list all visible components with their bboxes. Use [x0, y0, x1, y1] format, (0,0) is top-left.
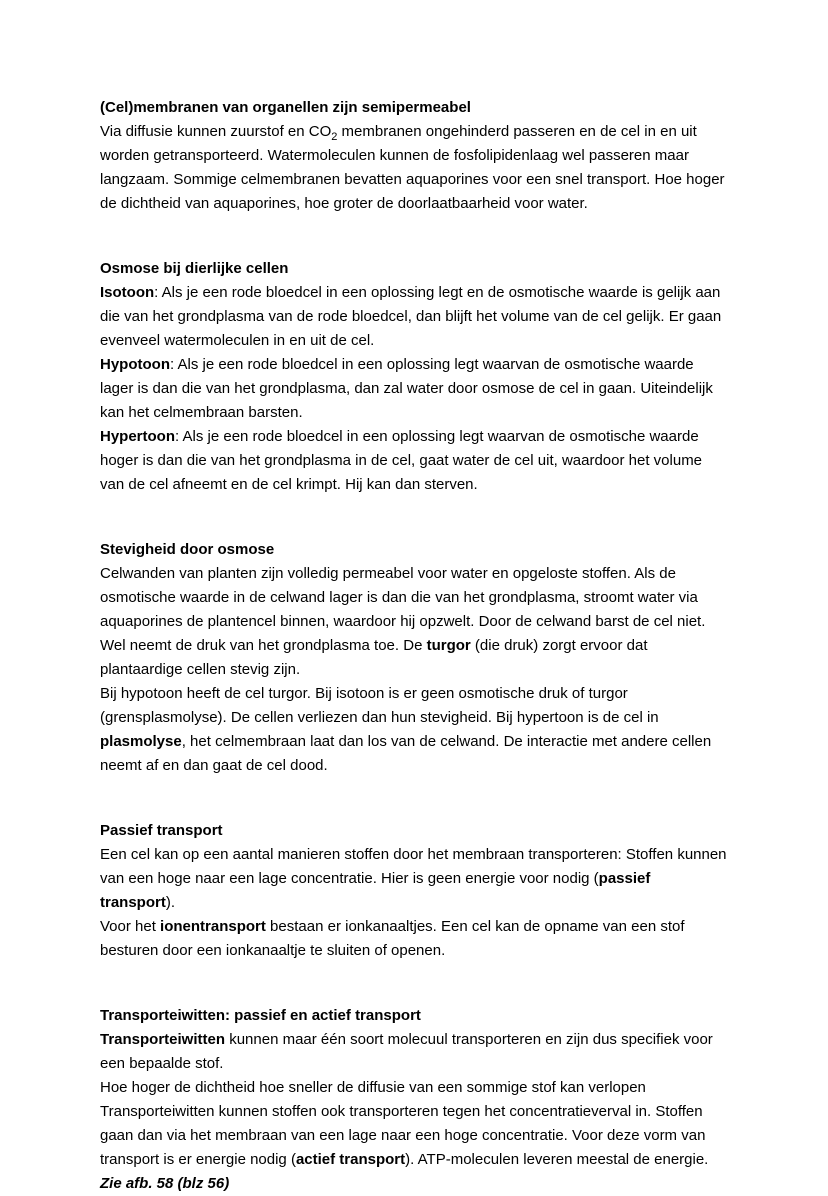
text-run: : Als je een rode bloedcel in een oplossing legt waarvan de osmotische waarde lager is dan die van het grondplasma, dan zal water door osmose de cel in gaan. Uiteindelijk kan het celmembraan barsten. [100, 356, 713, 421]
paragraph [100, 1100, 728, 1196]
text-run: (die druk) zorgt ervoor dat plantaardige cellen stevig zijn. [100, 637, 648, 678]
text-run: ). [165, 894, 176, 911]
text-run: Via diffusie kunnen zuurstof en CO [100, 123, 332, 140]
text-run: , het celmembraan laat dan los van de celwand. De interactie met andere cellen neemt af en dan gaat de cel dood. [100, 733, 712, 774]
paragraph [100, 1028, 728, 1076]
section-heading: (Cel)membranen van organellen zijn semipermeabel [100, 99, 471, 116]
text-run: : Als je een rode bloedcel in een oplossing legt en de osmotische waarde is gelijk aan die van het grondplasma van de rode bloedcel, dan blijft het volume van de cel gelijk. Er gaan evenveel watermoleculen in en uit de cel. [100, 284, 722, 349]
text-run: bestaan er ionkanaaltjes. Een cel kan de opname van een stof besturen door een ionkanaaltje te sluiten of openen. [100, 918, 685, 959]
document-section [100, 96, 728, 216]
paragraph [100, 562, 728, 682]
emphasized-text: ionentransport [160, 918, 266, 935]
emphasized-text: actief transport [295, 1151, 406, 1168]
paragraph [100, 915, 728, 963]
document-content [100, 96, 728, 1196]
paragraph [100, 281, 728, 353]
section-heading: Passief transport [100, 822, 223, 839]
emphasized-text: Hypertoon [100, 428, 175, 445]
paragraph [100, 1076, 728, 1100]
emphasized-text: Isotoon [100, 284, 155, 301]
emphasized-text: turgor [426, 637, 471, 654]
text-run: Bij hypotoon heeft de cel turgor. Bij isotoon is er geen osmotische druk of turgor (grensplasmolyse). De cellen verliezen dan hun stevigheid. Bij hypertoon is de cel in [100, 685, 659, 726]
text-run: ). ATP-moleculen leveren meestal de energie. [405, 1151, 709, 1168]
document-section [100, 819, 728, 963]
text-run: Een cel kan op een aantal manieren stoffen door het membraan transporteren: Stoffen kunnen van een hoge naar een lage concentratie. Hier is geen energie voor nodig ( [100, 846, 727, 887]
paragraph [100, 353, 728, 425]
paragraph [100, 425, 728, 497]
text-run: Voor het [100, 918, 161, 935]
emphasized-text: passief transport [100, 870, 651, 911]
text-run: Hoe hoger de dichtheid hoe sneller de diffusie van een sommige stof kan verlopen [100, 1079, 646, 1096]
emphasized-text: Zie afb. 58 (blz 56) [100, 1175, 230, 1192]
text-run: : Als je een rode bloedcel in een oplossing legt waarvan de osmotische waarde hoger is dan die van het grondplasma in de cel, gaat water de cel uit, waardoor het volume van de cel afneemt en de cel krimpt. Hij kan dan sterven. [100, 428, 703, 493]
paragraph [100, 843, 728, 915]
section-heading: Stevigheid door osmose [100, 541, 275, 558]
subscript-text: 2 [331, 131, 338, 143]
text-run: kunnen maar één soort molecuul transporteren en zijn dus specifiek voor een bepaalde stof. [100, 1031, 713, 1072]
emphasized-text: Hypotoon [100, 356, 170, 373]
paragraph [100, 682, 728, 778]
document-section [100, 257, 728, 497]
text-run: membranen ongehinderd passeren en de cel in en uit worden getransporteerd. Watermoleculen kunnen de fosfolipidenlaag wel passeren maar langzaam. Sommige celmembranen bevatten aquaporines voor een snel transport. Hoe hoger de dichtheid van aquaporines, hoe groter de doorlaatbaarheid voor water. [100, 123, 725, 212]
section-heading: Transporteiwitten: passief en actief transport [100, 1007, 421, 1024]
paragraph [100, 120, 728, 216]
emphasized-text: plasmolyse [100, 733, 182, 750]
emphasized-text: Transporteiwitten [100, 1031, 226, 1048]
document-section [100, 538, 728, 778]
text-run: Transporteiwitten kunnen stoffen ook transporteren tegen het concentratieverval in. Stoffen gaan dan via het membraan van een lage naar een hoge concentratie. Voor deze vorm van transport is er energie nodig ( [100, 1103, 706, 1168]
section-heading: Osmose bij dierlijke cellen [100, 260, 289, 277]
document-section [100, 1004, 728, 1196]
text-run: Celwanden van planten zijn volledig permeabel voor water en opgeloste stoffen. Als de osmotische waarde in de celwand lager is dan die van het grondplasma, stroomt water via aquaporines de plantencel binnen, waardoor hij opzwelt. Door de celwand barst de cel niet. Wel neemt de druk van het grondplasma toe. De [100, 565, 706, 654]
